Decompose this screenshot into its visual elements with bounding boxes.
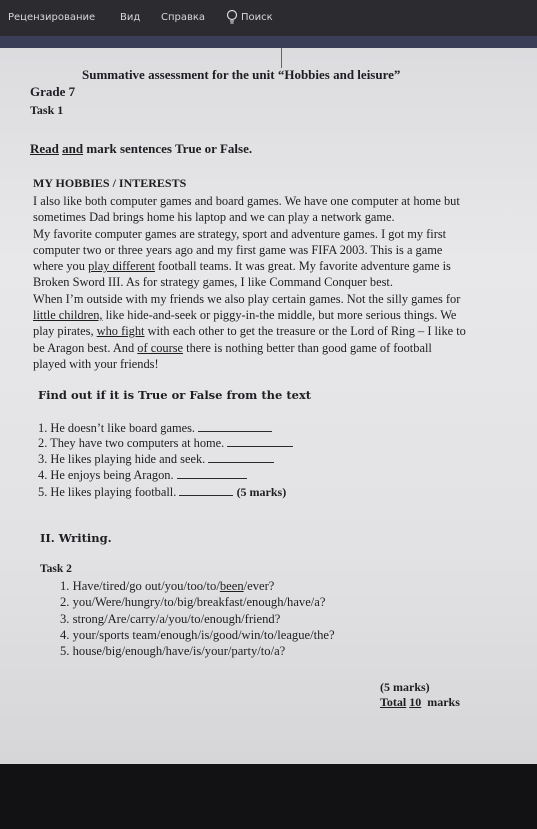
text-heading: MY HOBBIES / INTERESTS bbox=[33, 176, 187, 190]
tf-item-2: 2. They have two computers at home. bbox=[38, 435, 293, 451]
task2-item bbox=[60, 643, 335, 659]
tf-item-4: 4. He enjoys being Aragon. bbox=[38, 467, 247, 483]
doc-title: Summative assessment for the unit “Hobbies and leisure” bbox=[82, 67, 401, 82]
reading-text-segment: sometimes Dad brings home his laptop and we can play a network game. bbox=[33, 210, 395, 225]
underlined-phrase: who fight bbox=[96, 324, 145, 339]
task2-item-text: 5. house/big/enough/have/is/your/party/to/a? bbox=[60, 644, 286, 659]
reading-text-segment: Broken Sword III. As for strategy games, I like Command Conquer best. bbox=[33, 275, 393, 290]
reading-text-segment: computer two or three years ago and my first game was FIFA 2003. This is a game bbox=[33, 242, 443, 257]
instruction bbox=[30, 141, 252, 157]
reading-line bbox=[33, 193, 529, 209]
screen-bottom bbox=[0, 764, 537, 829]
lightbulb-icon[interactable] bbox=[226, 9, 238, 25]
underlined-phrase: little children, bbox=[33, 308, 103, 323]
underlined-phrase: of course bbox=[137, 340, 184, 355]
reading-line bbox=[33, 209, 529, 225]
text-cursor bbox=[281, 48, 282, 68]
reading-line bbox=[33, 323, 529, 339]
reading-line bbox=[33, 274, 529, 290]
reading-text-segment: I also like both computer games and board games. We have one computer at home but bbox=[33, 194, 460, 208]
reading-text bbox=[33, 193, 529, 372]
tf-item-5: 5. He likes playing football. (5 marks) bbox=[38, 485, 287, 499]
answer-blank-2[interactable] bbox=[227, 436, 293, 447]
task2-item-text: 4. your/sports team/enough/is/good/win/to/league/the? bbox=[60, 627, 335, 642]
task2-item-text: /ever? bbox=[243, 579, 275, 593]
reading-text-segment: played with your friends! bbox=[33, 356, 159, 371]
reading-line bbox=[33, 291, 529, 307]
reading-line bbox=[33, 226, 529, 242]
reading-text-segment: where you bbox=[33, 259, 89, 274]
reading-text-segment: there is nothing better than good game of football bbox=[183, 340, 432, 355]
reading-text-segment: When I’m outside with my friends we also play certain games. Not the silly games for bbox=[33, 291, 461, 306]
instruction-read: Read bbox=[30, 141, 59, 156]
task1-label: Task 1 bbox=[30, 103, 64, 117]
reading-text-segment: My favorite computer games are strategy, sport and adventure games. I got my first bbox=[33, 226, 447, 241]
menu-search[interactable]: Поиск bbox=[241, 12, 273, 23]
instruction-and: and bbox=[62, 141, 84, 156]
reading-line bbox=[33, 258, 529, 274]
tf-item-3: 3. He likes playing hide and seek. bbox=[38, 451, 274, 467]
reading-line bbox=[33, 356, 529, 372]
marks2: (5 marks) bbox=[380, 680, 430, 694]
answer-blank-4[interactable] bbox=[177, 468, 247, 479]
answer-blank-5[interactable] bbox=[179, 485, 233, 496]
reading-line bbox=[33, 340, 529, 356]
underlined-phrase: play different bbox=[88, 259, 155, 274]
task2-item bbox=[60, 627, 335, 643]
writing-heading: II. Writing. bbox=[40, 531, 112, 545]
task2-list bbox=[60, 578, 335, 659]
task2-label: Task 2 bbox=[40, 563, 72, 575]
reading-line bbox=[33, 242, 529, 258]
instruction-rest: mark sentences True or False. bbox=[86, 141, 253, 156]
grade-label: Grade 7 bbox=[30, 84, 76, 99]
answer-blank-3[interactable] bbox=[208, 452, 274, 463]
tf-marks: (5 marks) bbox=[236, 485, 287, 499]
ribbon-strip bbox=[0, 36, 537, 48]
reading-text-segment: like hide-and-seek or piggy-in-the middle, but more serious things. We bbox=[102, 308, 457, 323]
reading-text-segment: football teams. It was great. My favorite adventure game is bbox=[154, 259, 451, 274]
document-page bbox=[0, 48, 537, 764]
reading-text-segment: with each other to get the treasure or the Lord of Ring – I like to bbox=[144, 324, 466, 339]
menu-view[interactable]: Вид bbox=[120, 12, 141, 23]
tf-item-1: 1. He doesn’t like board games. bbox=[38, 420, 272, 436]
menu-review[interactable]: Рецензирование bbox=[8, 12, 96, 23]
find-out-heading: Find out if it is True or False from the text bbox=[38, 388, 312, 402]
task2-item-text: 1. Have/tired/go out/you/too/to/ bbox=[60, 579, 220, 593]
task2-item bbox=[60, 594, 335, 610]
answer-blank-1[interactable] bbox=[198, 421, 272, 432]
reading-text-segment: play pirates, bbox=[33, 324, 97, 339]
task2-item bbox=[60, 578, 335, 594]
reading-line bbox=[33, 307, 529, 323]
total-marks: Total 10 marks bbox=[380, 695, 460, 709]
task2-item-text: 3. strong/Are/carry/a/you/to/enough/friend? bbox=[60, 611, 281, 626]
task2-item-text: 2. you/Were/hungry/to/big/breakfast/enough/have/a? bbox=[60, 595, 326, 610]
menu-help[interactable]: Справка bbox=[161, 12, 206, 23]
reading-text-segment: be Aragon best. And bbox=[33, 340, 138, 355]
word-ribbon bbox=[0, 0, 537, 36]
underlined-word: been bbox=[219, 579, 244, 593]
task2-item bbox=[60, 611, 335, 627]
